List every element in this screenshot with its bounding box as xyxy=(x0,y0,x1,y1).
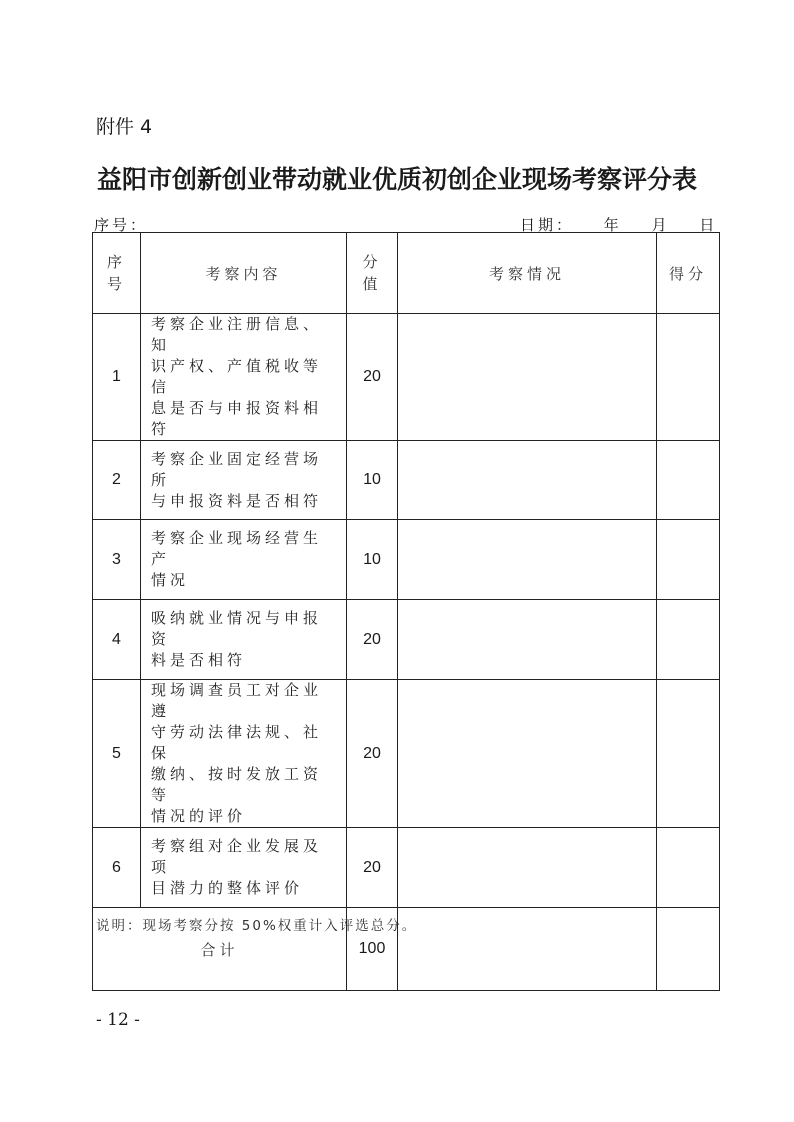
row-score-cell[interactable] xyxy=(657,520,720,600)
date-year: 年 xyxy=(603,216,622,234)
attachment-label: 附件 4 xyxy=(96,116,153,138)
row-no: 4 xyxy=(93,600,141,680)
table-row xyxy=(93,314,720,441)
row-situation-cell[interactable] xyxy=(398,520,657,600)
row-situation-cell[interactable] xyxy=(398,680,657,828)
header-points: 分 值 xyxy=(347,233,398,314)
row-points: 10 xyxy=(347,520,398,600)
row-no: 1 xyxy=(93,314,141,441)
row-situation-cell[interactable] xyxy=(398,600,657,680)
row-points: 20 xyxy=(347,680,398,828)
row-points: 20 xyxy=(347,600,398,680)
note-text: 说明：现场考察分按 50%权重计入评选总分。 xyxy=(96,918,418,934)
row-content: 考察企业固定经营场所 与申报资料是否相符 xyxy=(141,441,347,520)
row-situation-cell[interactable] xyxy=(398,314,657,441)
score-table xyxy=(92,232,720,991)
header-score: 得分 xyxy=(657,233,720,314)
table-row xyxy=(93,520,720,600)
table-header-row xyxy=(93,233,720,314)
date-month: 月 xyxy=(651,216,670,234)
row-no: 5 xyxy=(93,680,141,828)
row-no: 2 xyxy=(93,441,141,520)
row-no: 3 xyxy=(93,520,141,600)
row-score-cell[interactable] xyxy=(657,680,720,828)
table-row xyxy=(93,600,720,680)
header-situation: 考察情况 xyxy=(398,233,657,314)
total-points: 100 xyxy=(347,908,398,991)
total-situation-cell[interactable] xyxy=(398,908,657,991)
row-score-cell[interactable] xyxy=(657,600,720,680)
table-row xyxy=(93,680,720,828)
row-content: 考察组对企业发展及项 目潜力的整体评价 xyxy=(141,828,347,908)
date-label: 日期： xyxy=(520,216,575,234)
row-points: 20 xyxy=(347,314,398,441)
page-number: - 12 - xyxy=(96,1010,140,1030)
row-points: 10 xyxy=(347,441,398,520)
total-label: 合计 xyxy=(93,908,347,991)
date-day: 日 xyxy=(699,216,718,234)
header-content: 考察内容 xyxy=(141,233,347,314)
table-row xyxy=(93,441,720,520)
total-score-cell[interactable] xyxy=(657,908,720,991)
serial-label: 序号： xyxy=(94,216,149,234)
row-content: 吸纳就业情况与申报资 料是否相符 xyxy=(141,600,347,680)
header-no: 序 号 xyxy=(93,233,141,314)
row-no: 6 xyxy=(93,828,141,908)
table-row xyxy=(93,828,720,908)
row-score-cell[interactable] xyxy=(657,828,720,908)
row-situation-cell[interactable] xyxy=(398,441,657,520)
row-points: 20 xyxy=(347,828,398,908)
row-score-cell[interactable] xyxy=(657,314,720,441)
row-score-cell[interactable] xyxy=(657,441,720,520)
page-title: 益阳市创新创业带动就业优质初创企业现场考察评分表 xyxy=(96,165,697,194)
row-content: 考察企业现场经营生产 情况 xyxy=(141,520,347,600)
row-content: 现场调查员工对企业遵 守劳动法律法规、社保 缴纳、按时发放工资等 情况的评价 xyxy=(141,680,347,828)
row-content: 考察企业注册信息、知 识产权、产值税收等信 息是否与申报资料相符 xyxy=(141,314,347,441)
row-situation-cell[interactable] xyxy=(398,828,657,908)
